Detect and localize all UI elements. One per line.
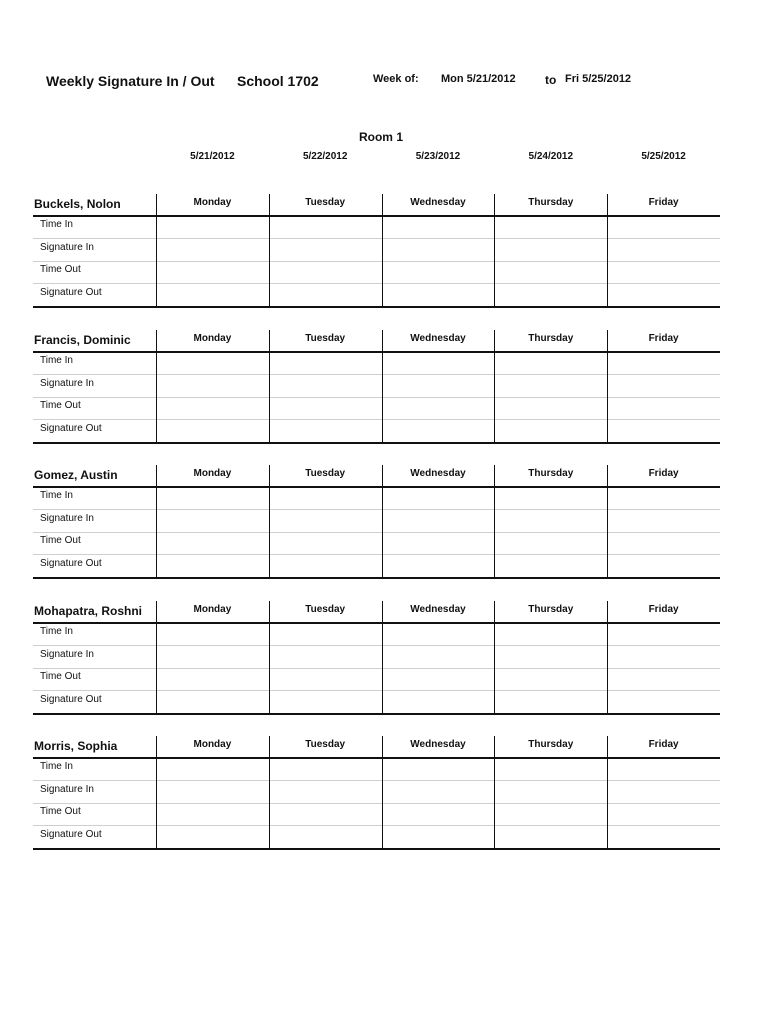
date-wed: 5/23/2012: [415, 151, 461, 162]
time-in-friday-cell[interactable]: [608, 488, 720, 509]
week-of-label: Week of:: [373, 73, 419, 85]
signature-out-friday-cell[interactable]: [608, 556, 720, 577]
time-out-tuesday-cell[interactable]: [270, 398, 382, 419]
row-label-signature-in: Signature In: [40, 784, 94, 795]
table-border: [33, 442, 720, 444]
student-name: Francis, Dominic: [34, 333, 131, 347]
day-header-wednesday: Wednesday: [410, 333, 466, 344]
signature-out-tuesday-cell[interactable]: [270, 285, 382, 306]
row-label-signature-in: Signature In: [40, 242, 94, 253]
time-in-wednesday-cell[interactable]: [383, 759, 495, 780]
student-block: [33, 465, 720, 579]
day-header-wednesday: Wednesday: [410, 468, 466, 479]
student-block: [33, 330, 720, 444]
row-label-signature-out: Signature Out: [40, 694, 102, 705]
row-label-signature-out: Signature Out: [40, 558, 102, 569]
day-header-thursday: Thursday: [528, 333, 574, 344]
week-to-label: to: [545, 73, 557, 87]
signature-in-wednesday-cell[interactable]: [383, 511, 495, 532]
student-name: Gomez, Austin: [34, 468, 118, 482]
signature-in-friday-cell[interactable]: [608, 782, 720, 803]
time-in-thursday-cell[interactable]: [495, 353, 607, 374]
signature-out-tuesday-cell[interactable]: [270, 827, 382, 848]
signature-in-monday-cell[interactable]: [157, 240, 269, 261]
time-in-friday-cell[interactable]: [608, 217, 720, 238]
signature-out-tuesday-cell[interactable]: [270, 421, 382, 442]
time-out-monday-cell[interactable]: [157, 533, 269, 554]
signature-out-wednesday-cell[interactable]: [383, 421, 495, 442]
time-out-friday-cell[interactable]: [608, 398, 720, 419]
day-header-tuesday: Tuesday: [305, 468, 346, 479]
signature-in-wednesday-cell[interactable]: [383, 647, 495, 668]
day-header-monday: Monday: [193, 739, 232, 750]
day-header-tuesday: Tuesday: [305, 333, 346, 344]
row-divider: [33, 645, 720, 646]
time-in-tuesday-cell[interactable]: [270, 217, 382, 238]
day-header-thursday: Thursday: [528, 468, 574, 479]
row-label-time-in: Time In: [40, 626, 73, 637]
signature-out-friday-cell[interactable]: [608, 285, 720, 306]
time-out-friday-cell[interactable]: [608, 262, 720, 283]
time-in-monday-cell[interactable]: [157, 624, 269, 645]
row-label-signature-out: Signature Out: [40, 829, 102, 840]
date-thu: 5/24/2012: [528, 151, 574, 162]
day-header-tuesday: Tuesday: [305, 739, 346, 750]
time-in-friday-cell[interactable]: [608, 624, 720, 645]
week-start-date: Mon 5/21/2012: [441, 73, 516, 85]
time-out-monday-cell[interactable]: [157, 669, 269, 690]
day-header-monday: Monday: [193, 197, 232, 208]
signature-in-monday-cell[interactable]: [157, 647, 269, 668]
signature-in-tuesday-cell[interactable]: [270, 647, 382, 668]
row-divider: [33, 374, 720, 375]
signature-out-thursday-cell[interactable]: [495, 827, 607, 848]
day-header-tuesday: Tuesday: [305, 604, 346, 615]
signature-out-tuesday-cell[interactable]: [270, 556, 382, 577]
signature-out-thursday-cell[interactable]: [495, 285, 607, 306]
signature-out-monday-cell[interactable]: [157, 285, 269, 306]
signature-out-wednesday-cell[interactable]: [383, 692, 495, 713]
signature-in-thursday-cell[interactable]: [495, 782, 607, 803]
row-label-time-out: Time Out: [40, 535, 81, 546]
signature-in-tuesday-cell[interactable]: [270, 782, 382, 803]
week-end-date: Fri 5/25/2012: [565, 73, 632, 85]
table-border: [33, 848, 720, 850]
signature-in-thursday-cell[interactable]: [495, 511, 607, 532]
time-out-thursday-cell[interactable]: [495, 533, 607, 554]
time-out-tuesday-cell[interactable]: [270, 804, 382, 825]
day-header-friday: Friday: [648, 604, 679, 615]
time-out-thursday-cell[interactable]: [495, 398, 607, 419]
signature-out-friday-cell[interactable]: [608, 421, 720, 442]
signature-in-thursday-cell[interactable]: [495, 647, 607, 668]
time-out-friday-cell[interactable]: [608, 533, 720, 554]
time-in-monday-cell[interactable]: [157, 353, 269, 374]
time-out-thursday-cell[interactable]: [495, 262, 607, 283]
row-label-signature-out: Signature Out: [40, 423, 102, 434]
day-header-monday: Monday: [193, 333, 232, 344]
time-in-tuesday-cell[interactable]: [270, 624, 382, 645]
signature-in-tuesday-cell[interactable]: [270, 240, 382, 261]
day-header-thursday: Thursday: [528, 604, 574, 615]
time-in-thursday-cell[interactable]: [495, 217, 607, 238]
time-out-monday-cell[interactable]: [157, 398, 269, 419]
room-label: Room 1: [358, 130, 403, 144]
time-in-tuesday-cell[interactable]: [270, 353, 382, 374]
row-label-signature-in: Signature In: [40, 513, 94, 524]
row-divider: [33, 554, 720, 555]
row-label-time-in: Time In: [40, 219, 73, 230]
time-out-tuesday-cell[interactable]: [270, 262, 382, 283]
signature-out-thursday-cell[interactable]: [495, 421, 607, 442]
signature-in-friday-cell[interactable]: [608, 647, 720, 668]
student-name: Morris, Sophia: [34, 739, 118, 753]
time-in-friday-cell[interactable]: [608, 353, 720, 374]
date-mon: 5/21/2012: [190, 151, 235, 162]
signature-out-monday-cell[interactable]: [157, 421, 269, 442]
signature-in-friday-cell[interactable]: [608, 376, 720, 397]
time-in-wednesday-cell[interactable]: [383, 624, 495, 645]
signature-out-wednesday-cell[interactable]: [383, 285, 495, 306]
signature-in-monday-cell[interactable]: [157, 782, 269, 803]
time-in-thursday-cell[interactable]: [495, 624, 607, 645]
signature-in-thursday-cell[interactable]: [495, 376, 607, 397]
signature-out-tuesday-cell[interactable]: [270, 692, 382, 713]
student-name: Mohapatra, Roshni: [34, 604, 143, 618]
date-fri: 5/25/2012: [641, 151, 686, 162]
row-label-time-out: Time Out: [40, 264, 81, 275]
time-out-friday-cell[interactable]: [608, 669, 720, 690]
day-header-wednesday: Wednesday: [410, 739, 466, 750]
signature-in-wednesday-cell[interactable]: [383, 376, 495, 397]
day-header-thursday: Thursday: [528, 739, 574, 750]
signature-out-monday-cell[interactable]: [157, 556, 269, 577]
row-divider: [33, 419, 720, 420]
school-name: School 1702: [237, 73, 319, 89]
row-divider: [33, 690, 720, 691]
day-header-friday: Friday: [648, 333, 679, 344]
signature-out-wednesday-cell[interactable]: [383, 827, 495, 848]
row-divider: [33, 509, 720, 510]
signature-in-friday-cell[interactable]: [608, 240, 720, 261]
time-in-tuesday-cell[interactable]: [270, 488, 382, 509]
row-divider: [33, 283, 720, 284]
table-border: [33, 713, 720, 715]
row-label-time-in: Time In: [40, 490, 73, 501]
signature-in-monday-cell[interactable]: [157, 511, 269, 532]
student-block: [33, 194, 720, 308]
time-in-wednesday-cell[interactable]: [383, 488, 495, 509]
signature-out-friday-cell[interactable]: [608, 827, 720, 848]
signature-in-wednesday-cell[interactable]: [383, 240, 495, 261]
day-header-wednesday: Wednesday: [410, 604, 466, 615]
signature-out-monday-cell[interactable]: [157, 827, 269, 848]
time-in-tuesday-cell[interactable]: [270, 759, 382, 780]
row-label-time-in: Time In: [40, 355, 73, 366]
day-header-tuesday: Tuesday: [305, 197, 346, 208]
row-label-time-out: Time Out: [40, 400, 81, 411]
time-in-wednesday-cell[interactable]: [383, 217, 495, 238]
signature-out-monday-cell[interactable]: [157, 692, 269, 713]
day-header-friday: Friday: [648, 197, 679, 208]
day-header-monday: Monday: [193, 468, 232, 479]
time-out-friday-cell[interactable]: [608, 804, 720, 825]
time-out-monday-cell[interactable]: [157, 262, 269, 283]
day-header-wednesday: Wednesday: [410, 197, 466, 208]
form-title: Weekly Signature In / Out: [46, 73, 215, 89]
row-divider: [33, 825, 720, 826]
signature-in-wednesday-cell[interactable]: [383, 782, 495, 803]
time-in-monday-cell[interactable]: [157, 759, 269, 780]
time-out-thursday-cell[interactable]: [495, 804, 607, 825]
signature-in-thursday-cell[interactable]: [495, 240, 607, 261]
time-out-monday-cell[interactable]: [157, 804, 269, 825]
row-label-time-out: Time Out: [40, 671, 81, 682]
date-tue: 5/22/2012: [302, 151, 348, 162]
row-label-time-in: Time In: [40, 761, 73, 772]
time-in-friday-cell[interactable]: [608, 759, 720, 780]
time-out-wednesday-cell[interactable]: [383, 262, 495, 283]
signature-in-monday-cell[interactable]: [157, 376, 269, 397]
time-in-wednesday-cell[interactable]: [383, 353, 495, 374]
time-out-thursday-cell[interactable]: [495, 669, 607, 690]
time-out-wednesday-cell[interactable]: [383, 533, 495, 554]
time-in-thursday-cell[interactable]: [495, 759, 607, 780]
time-out-tuesday-cell[interactable]: [270, 669, 382, 690]
time-in-monday-cell[interactable]: [157, 488, 269, 509]
student-block: [33, 736, 720, 850]
signature-in-friday-cell[interactable]: [608, 511, 720, 532]
signature-out-thursday-cell[interactable]: [495, 692, 607, 713]
signature-out-friday-cell[interactable]: [608, 692, 720, 713]
signature-out-wednesday-cell[interactable]: [383, 556, 495, 577]
row-label-signature-in: Signature In: [40, 649, 94, 660]
time-out-wednesday-cell[interactable]: [383, 398, 495, 419]
day-header-friday: Friday: [648, 739, 679, 750]
day-header-thursday: Thursday: [528, 197, 574, 208]
signature-in-tuesday-cell[interactable]: [270, 511, 382, 532]
day-header-friday: Friday: [648, 468, 679, 479]
row-divider: [33, 238, 720, 239]
day-header-monday: Monday: [193, 604, 232, 615]
student-block: [33, 601, 720, 715]
row-label-signature-in: Signature In: [40, 378, 94, 389]
signature-in-tuesday-cell[interactable]: [270, 376, 382, 397]
signature-out-thursday-cell[interactable]: [495, 556, 607, 577]
table-border: [33, 306, 720, 308]
row-label-signature-out: Signature Out: [40, 287, 102, 298]
time-out-tuesday-cell[interactable]: [270, 533, 382, 554]
table-border: [33, 577, 720, 579]
row-divider: [33, 780, 720, 781]
time-in-monday-cell[interactable]: [157, 217, 269, 238]
time-in-thursday-cell[interactable]: [495, 488, 607, 509]
row-label-time-out: Time Out: [40, 806, 81, 817]
time-out-wednesday-cell[interactable]: [383, 804, 495, 825]
time-out-wednesday-cell[interactable]: [383, 669, 495, 690]
date-header-row: [156, 151, 720, 165]
student-name: Buckels, Nolon: [34, 197, 121, 211]
